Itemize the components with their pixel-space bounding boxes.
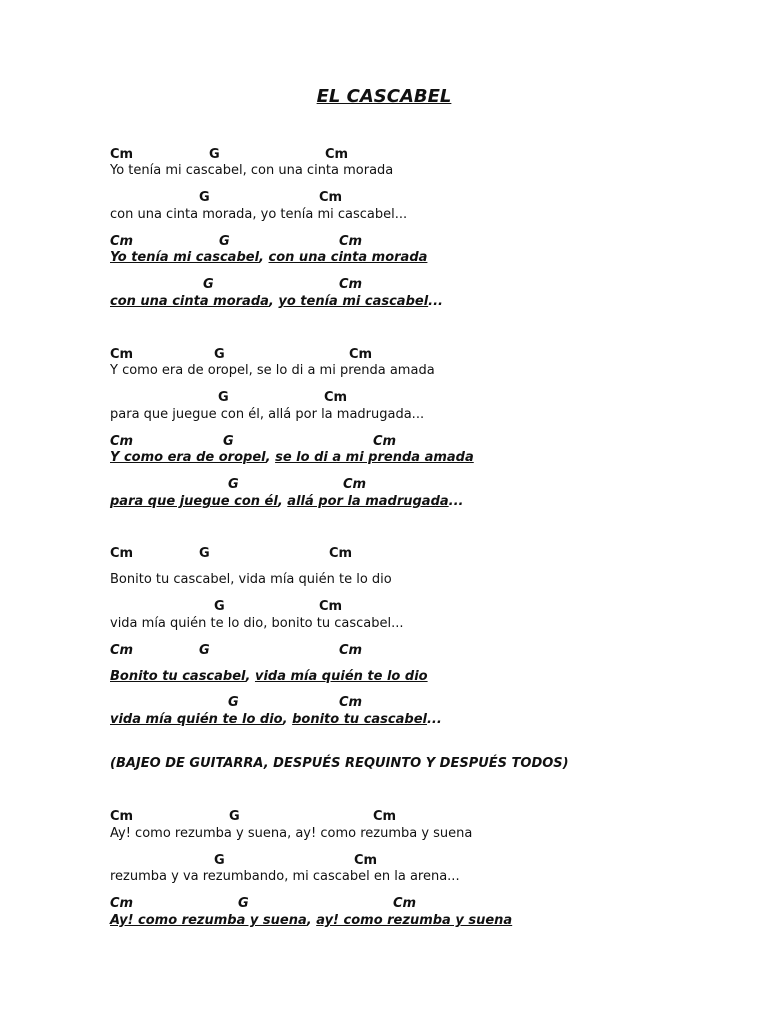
chord: Cm [110, 347, 134, 362]
chord: Cm [110, 234, 134, 249]
lyric-line: para que juegue con él, allá por la madrugada... [110, 407, 425, 422]
chord-line [110, 808, 397, 825]
lyric-phrase: bonito tu cascabel [292, 712, 427, 727]
lyric-phrase: ay! como rezumba y suena [316, 913, 513, 928]
chord-line [110, 545, 353, 562]
chord-line [110, 276, 363, 293]
chorus-line [110, 293, 443, 310]
chord-line [110, 694, 363, 711]
chord-line [110, 233, 363, 250]
chord: G [199, 190, 210, 205]
chord: G [199, 643, 210, 658]
chord: Cm [319, 190, 343, 205]
chord: G [228, 477, 239, 492]
lyric-phrase: con una cinta morada [268, 250, 428, 265]
chord: Cm [354, 853, 378, 868]
lyric-line: Yo tenía mi cascabel, con una cinta morada [110, 163, 394, 178]
chord: G [214, 853, 225, 868]
lyric-phrase: se lo di a mi prenda amada [275, 450, 474, 465]
lyric-phrase: yo tenía mi cascabel [278, 294, 429, 309]
chord-line [110, 146, 349, 163]
chorus-line [110, 668, 428, 685]
chord: Cm [110, 896, 134, 911]
lyric-ellipsis: ... [448, 494, 464, 509]
performance-note: (BAJEO DE GUITARRA, DESPUÉS REQUINTO Y DESPUÉS TODOS) [110, 756, 569, 771]
lyric-separator: , [265, 450, 276, 465]
chorus-line [110, 493, 463, 510]
lyric-separator: , [282, 712, 293, 727]
lyric-ellipsis: ... [426, 712, 442, 727]
chord-line [110, 895, 417, 912]
chord: Cm [373, 809, 397, 824]
song-title: EL CASCABEL [316, 86, 452, 107]
chord: Cm [329, 546, 353, 561]
chord: Cm [110, 546, 134, 561]
chord: G [223, 434, 234, 449]
chorus-line [110, 249, 427, 266]
chord: Cm [319, 599, 343, 614]
chord-line [110, 433, 397, 450]
chord-line [110, 642, 363, 659]
lyric-phrase: Ay! como rezumba y suena [110, 913, 307, 928]
chord-line [110, 598, 343, 615]
chord: Cm [110, 809, 134, 824]
chord: G [209, 147, 220, 162]
chord: G [214, 347, 225, 362]
lyric-separator: , [245, 669, 255, 684]
chord: Cm [110, 434, 134, 449]
chord: Cm [349, 347, 373, 362]
lyric-phrase: allá por la madrugada [287, 494, 449, 509]
chord: G [229, 809, 240, 824]
chord: Cm [324, 390, 348, 405]
chord-line [110, 189, 343, 206]
chord: Cm [339, 277, 363, 292]
lyric-line: Bonito tu cascabel, vida mía quién te lo dio [110, 572, 392, 587]
chord-line [110, 389, 348, 406]
lyric-separator: , [268, 294, 279, 309]
lyric-ellipsis: ... [428, 294, 443, 309]
chord: G [203, 277, 214, 292]
lyric-separator: , [306, 913, 317, 928]
chord-line [110, 852, 378, 869]
lyric-phrase: Bonito tu cascabel [110, 669, 246, 684]
lyric-phrase: vida mía quién te lo dio [110, 712, 283, 727]
chord: G [228, 695, 239, 710]
chord-line [110, 476, 367, 493]
chord: Cm [343, 477, 367, 492]
chord: Cm [339, 695, 363, 710]
lyric-line: con una cinta morada, yo tenía mi cascabel... [110, 207, 408, 222]
chord: Cm [110, 643, 134, 658]
chord: G [219, 234, 230, 249]
chord: Cm [373, 434, 397, 449]
lyric-separator: , [277, 494, 288, 509]
lyric-phrase: Yo tenía mi cascabel [110, 250, 260, 265]
lyric-line: rezumba y va rezumbando, mi cascabel en la arena... [110, 869, 460, 884]
chord: G [218, 390, 229, 405]
lyric-phrase: vida mía quién te lo dio [254, 669, 428, 684]
chord: Cm [339, 643, 363, 658]
chord: G [199, 546, 210, 561]
chord: G [238, 896, 249, 911]
chord: Cm [325, 147, 349, 162]
lyric-phrase: para que juegue con él [110, 494, 278, 509]
lyric-phrase: con una cinta morada [110, 294, 269, 309]
chord: Cm [339, 234, 363, 249]
chord: G [214, 599, 225, 614]
lyric-separator: , [259, 250, 269, 265]
chord-line [110, 346, 373, 363]
lyric-phrase: Y como era de oropel [110, 450, 266, 465]
lyric-line: Y como era de oropel, se lo di a mi prenda amada [110, 363, 435, 378]
chorus-line [110, 711, 442, 728]
chord: Cm [393, 896, 417, 911]
chord: Cm [110, 147, 134, 162]
lyric-line: Ay! como rezumba y suena, ay! como rezumba y suena [110, 826, 473, 841]
lyric-line: vida mía quién te lo dio, bonito tu cascabel... [110, 616, 404, 631]
chorus-line [110, 449, 474, 466]
chorus-line [110, 912, 512, 929]
